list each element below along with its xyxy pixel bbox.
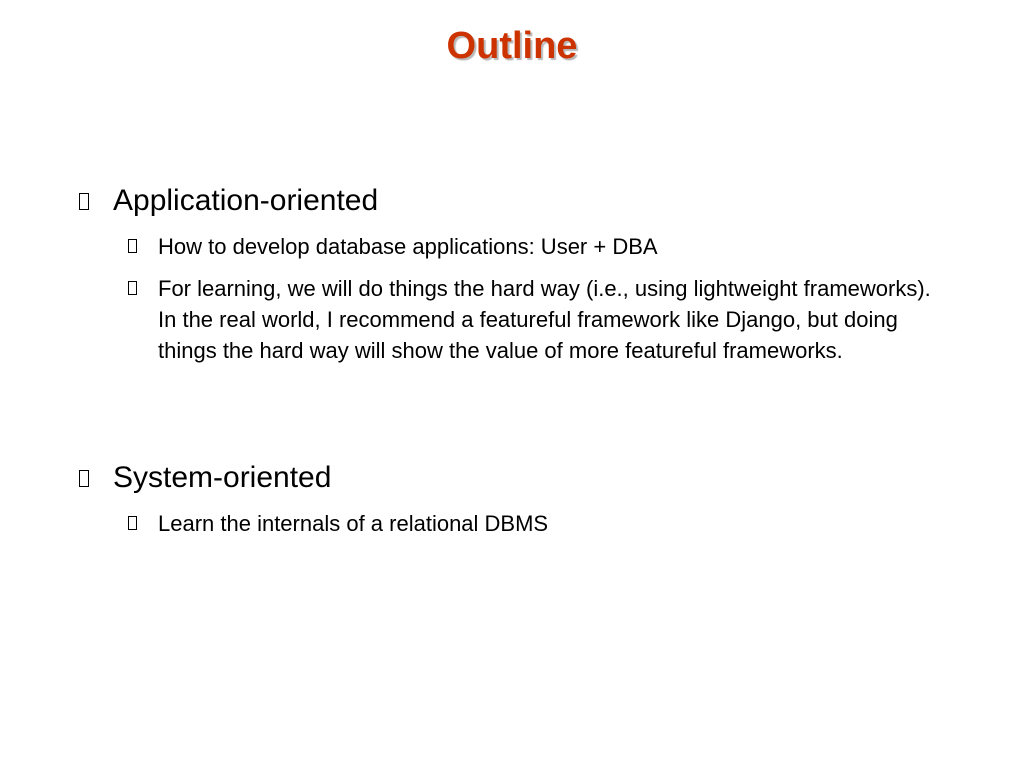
section-2-heading: System-oriented xyxy=(113,461,332,494)
section-2-item-1: Learn the internals of a relational DBMS xyxy=(158,511,549,536)
section-1-item-1: How to develop database applications: User + DBA xyxy=(158,234,658,259)
section-1-heading: Application-oriented xyxy=(113,184,379,217)
slide-title: Outline xyxy=(446,25,578,67)
section-1-bullet-icon xyxy=(79,193,89,210)
section-2-item-1-bullet-icon xyxy=(128,516,137,530)
section-2-bullet-icon xyxy=(79,470,89,487)
section-1-item-2: For learning, we will do things the hard way (i.e., using lightweight frameworks). In the real world, I recommend a featureful framework like Django, but doing things the hard way will show the value of more featureful frameworks. xyxy=(158,276,931,363)
section-1-item-2-bullet-icon xyxy=(128,281,137,295)
section-1-item-1-bullet-icon xyxy=(128,239,137,253)
